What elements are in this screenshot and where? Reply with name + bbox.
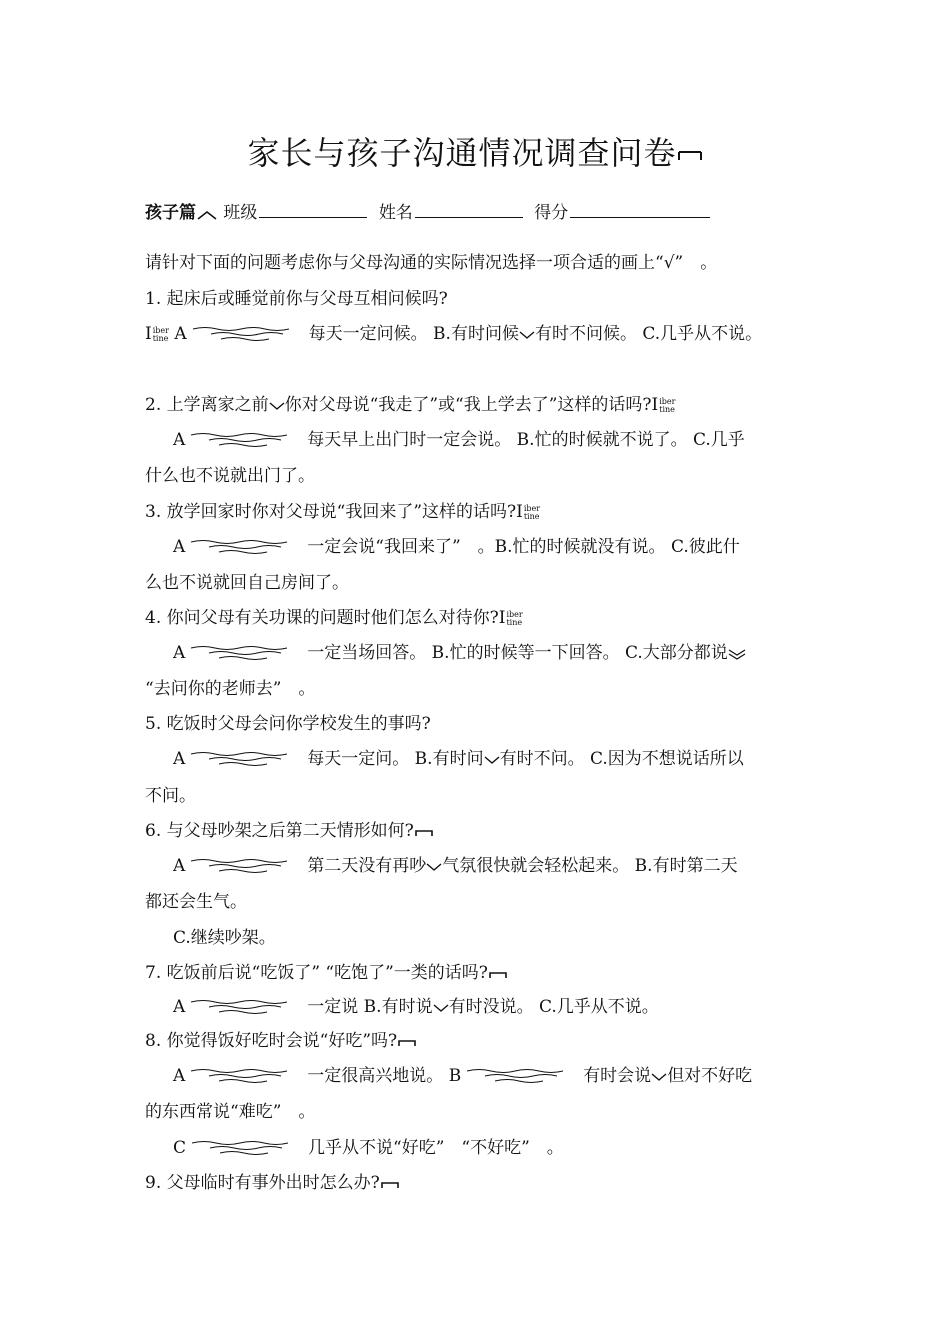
q6-line-2: 都还会生气。	[145, 892, 247, 912]
question-7	[145, 962, 508, 984]
option-a-label: A	[173, 430, 186, 450]
artifact-small-text: iber tine	[152, 325, 169, 343]
question-9	[145, 1172, 400, 1194]
question-2	[145, 394, 675, 416]
q1-answers	[145, 323, 762, 345]
bracket-mark-icon	[380, 1178, 400, 1190]
page-title	[0, 128, 950, 174]
option-a-label: A	[173, 643, 186, 663]
caret-mark-icon	[196, 207, 218, 221]
q1-text-b: 有时不问候。 C.几乎从不说。	[534, 324, 763, 344]
question-1: 1. 起床后或睡觉前你与父母互相问候吗?	[145, 289, 448, 309]
artifact-glyph: Ⅰ	[516, 502, 523, 522]
q8-text-c-line: 几乎从不说“好吃” “不好吃” 。	[308, 1138, 564, 1158]
q5-text-b: 有时不问。 C.因为不想说话所以	[499, 749, 744, 769]
bracket-mark-icon	[677, 149, 703, 163]
header-row	[145, 201, 716, 224]
tick-mark-icon	[426, 862, 442, 872]
wavy-line-icon	[189, 539, 297, 557]
bracket-mark-icon	[397, 1036, 417, 1048]
q2-line-2: 什么也不说就出门了。	[145, 466, 315, 486]
tick-mark-icon	[519, 330, 535, 340]
title-text: 家长与孩子沟通情况调查问卷	[247, 134, 677, 172]
class-blank[interactable]	[259, 201, 367, 218]
name-blank[interactable]	[415, 201, 523, 218]
wavy-line-icon	[189, 751, 297, 769]
q6-text-a: 第二天没有再吵	[307, 856, 427, 876]
score-label: 得分	[534, 203, 569, 223]
q9-text: 9. 父母临时有事外出时怎么办?	[145, 1173, 380, 1193]
q2-line-1: 每天早上出门时一定会说。 B.忙的时候就不说了。 C.几乎	[307, 430, 745, 450]
class-label: 班级	[223, 203, 258, 223]
q1-text-a: 每天一定问候。 B.有时问候	[308, 324, 519, 344]
artifact-glyph: Ⅰ	[651, 395, 659, 415]
wavy-line-icon	[189, 1068, 297, 1086]
section-label: 孩子篇	[145, 203, 196, 223]
q8-text-a: 一定很高兴地说。	[307, 1066, 444, 1086]
wavy-line-icon	[189, 645, 297, 663]
q6-text-b: 气氛很快就会轻松起来。 B.有时第二天	[442, 856, 738, 876]
q6-answers	[173, 855, 738, 877]
q8-text-b: 有时会说	[583, 1066, 652, 1086]
q7-text: 7. 吃饭前后说“吃饭了” “吃饱了”一类的话吗?	[145, 963, 488, 983]
wavy-line-icon	[465, 1068, 573, 1086]
q2-text-a: 2. 上学离家之前	[145, 395, 269, 415]
option-a-label: A	[174, 324, 187, 344]
q8-line-3	[173, 1137, 564, 1159]
q2-answers	[173, 429, 745, 451]
q6-text: 6. 与父母吵架之后第二天情形如何?	[145, 821, 414, 841]
option-c-label: C	[173, 1138, 187, 1158]
tick-mark-icon	[651, 1072, 667, 1082]
question-3	[145, 501, 540, 523]
tick-mark-icon	[484, 755, 500, 765]
bracket-mark-icon	[488, 968, 508, 980]
wavy-line-icon	[190, 1140, 298, 1158]
option-a-label: A	[173, 749, 186, 769]
q2-text-b: 你对父母说“我走了”或“我上学去了”这样的话吗?	[284, 395, 652, 415]
wavy-line-icon	[189, 858, 297, 876]
q8-text-c: 但对不好吃	[667, 1066, 753, 1086]
q8-text: 8. 你觉得饭好吃时会说“好吃”吗?	[145, 1031, 398, 1051]
question-4	[145, 607, 523, 629]
q8-line-2: 的东西常说“难吃” 。	[145, 1102, 316, 1122]
option-a-label: A	[173, 1066, 186, 1086]
score-blank[interactable]	[570, 201, 710, 218]
name-label: 姓名	[378, 203, 413, 223]
q4-line-1: 一定当场回答。 B.忙的时候等一下回答。 C.大部分都说	[307, 643, 728, 663]
q4-text: 4. 你问父母有关功课的问题时他们怎么对待你?	[145, 608, 499, 628]
q5-line-2: 不问。	[145, 786, 196, 806]
wavy-line-icon	[189, 999, 297, 1017]
artifact-small-text: iber tine	[506, 609, 523, 627]
question-5: 5. 吃饭时父母会问你学校发生的事吗?	[145, 714, 431, 734]
option-a-label: A	[173, 997, 186, 1017]
q3-text: 3. 放学回家时你对父母说“我回来了”这样的话吗?	[145, 502, 517, 522]
q3-answers	[173, 536, 740, 558]
q7-text-a: 一定说 B.有时说	[307, 997, 433, 1017]
wavy-line-icon	[191, 326, 299, 344]
q6-line-3: C.继续吵架。	[173, 928, 276, 948]
artifact-small-text: iber tine	[659, 396, 676, 414]
question-8	[145, 1030, 417, 1052]
artifact-glyph: Ⅰ	[145, 324, 152, 344]
q4-answers	[173, 642, 746, 664]
q3-line-2: 么也不说就回自己房间了。	[145, 573, 349, 593]
double-tick-icon	[728, 648, 746, 660]
q7-answers	[173, 996, 659, 1018]
q7-text-b: 有时没说。 C.几乎从不说。	[448, 997, 659, 1017]
option-a-label: A	[173, 856, 186, 876]
q5-answers	[173, 748, 744, 770]
q4-line-2: “去问你的老师去” 。	[145, 679, 316, 699]
tick-mark-icon	[269, 401, 285, 411]
q8-answers	[173, 1065, 752, 1087]
artifact-small-text: iber tine	[523, 503, 541, 521]
q3-line-1: 一定会说“我回来了” 。B.忙的时候就没有说。 C.彼此什	[307, 537, 740, 557]
option-a-label: A	[173, 537, 186, 557]
wavy-line-icon	[189, 432, 297, 450]
q5-text-a: 每天一定问。 B.有时问	[307, 749, 484, 769]
tick-mark-icon	[433, 1003, 449, 1013]
question-6	[145, 820, 434, 842]
bracket-mark-icon	[414, 826, 434, 838]
option-b-label: B	[448, 1066, 462, 1086]
artifact-glyph: Ⅰ	[498, 608, 506, 628]
instruction-text: 请针对下面的问题考虑你与父母沟通的实际情况选择一项合适的画上“√” 。	[145, 253, 718, 273]
